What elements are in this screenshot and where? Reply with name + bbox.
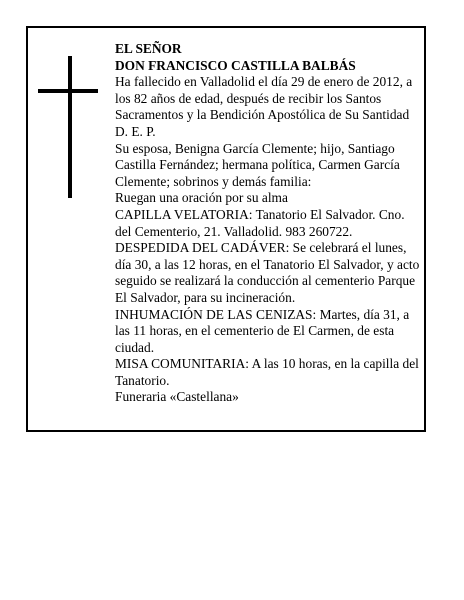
notice-title: EL SEÑOR — [115, 41, 182, 56]
family-list: Su esposa, Benigna García Clemente; hijo, Santiago Castilla Fernández; hermana política, Carmen García Clemente; sobrinos y demás familia: — [115, 140, 400, 189]
funeral-home: Funeraria «Castellana» — [115, 389, 239, 405]
notice-text — [115, 41, 421, 406]
burial-info: INHUMACIÓN DE LAS CENIZAS: Martes, día 31, a las 11 horas, en el cementerio de El Carmen, de esta ciudad. — [115, 306, 410, 355]
prayer-request: Ruegan una oración por su alma — [115, 190, 288, 206]
wake-chapel: CAPILLA VELATORIA: Tanatorio El Salvador. Cno. del Cementerio, 21. Valladolid. 983 260722. — [115, 206, 405, 239]
death-announcement: Ha fallecido en Valladolid el día 29 de enero de 2012, a los 82 años de edad, después de recibir los Santos Sacramentos y la Bendición Apostólica de Su Santidad D. E. P. — [115, 74, 413, 139]
cross-icon — [38, 56, 98, 198]
obituary-notice — [26, 26, 426, 432]
farewell-info: DESPEDIDA DEL CADÁVER: Se celebrará el lunes, día 30, a las 12 horas, en el Tanatorio El Salvador, y acto seguido se realizará la conducción al cementerio Parque El Salvador, para su incineración. — [115, 240, 420, 305]
cross-vertical-bar — [68, 56, 72, 198]
mass-info: MISA COMUNITARIA: A las 10 horas, en la capilla del Tanatorio. — [115, 356, 419, 388]
cross-horizontal-bar — [38, 89, 98, 93]
deceased-name: DON FRANCISCO CASTILLA BALBÁS — [115, 57, 356, 73]
